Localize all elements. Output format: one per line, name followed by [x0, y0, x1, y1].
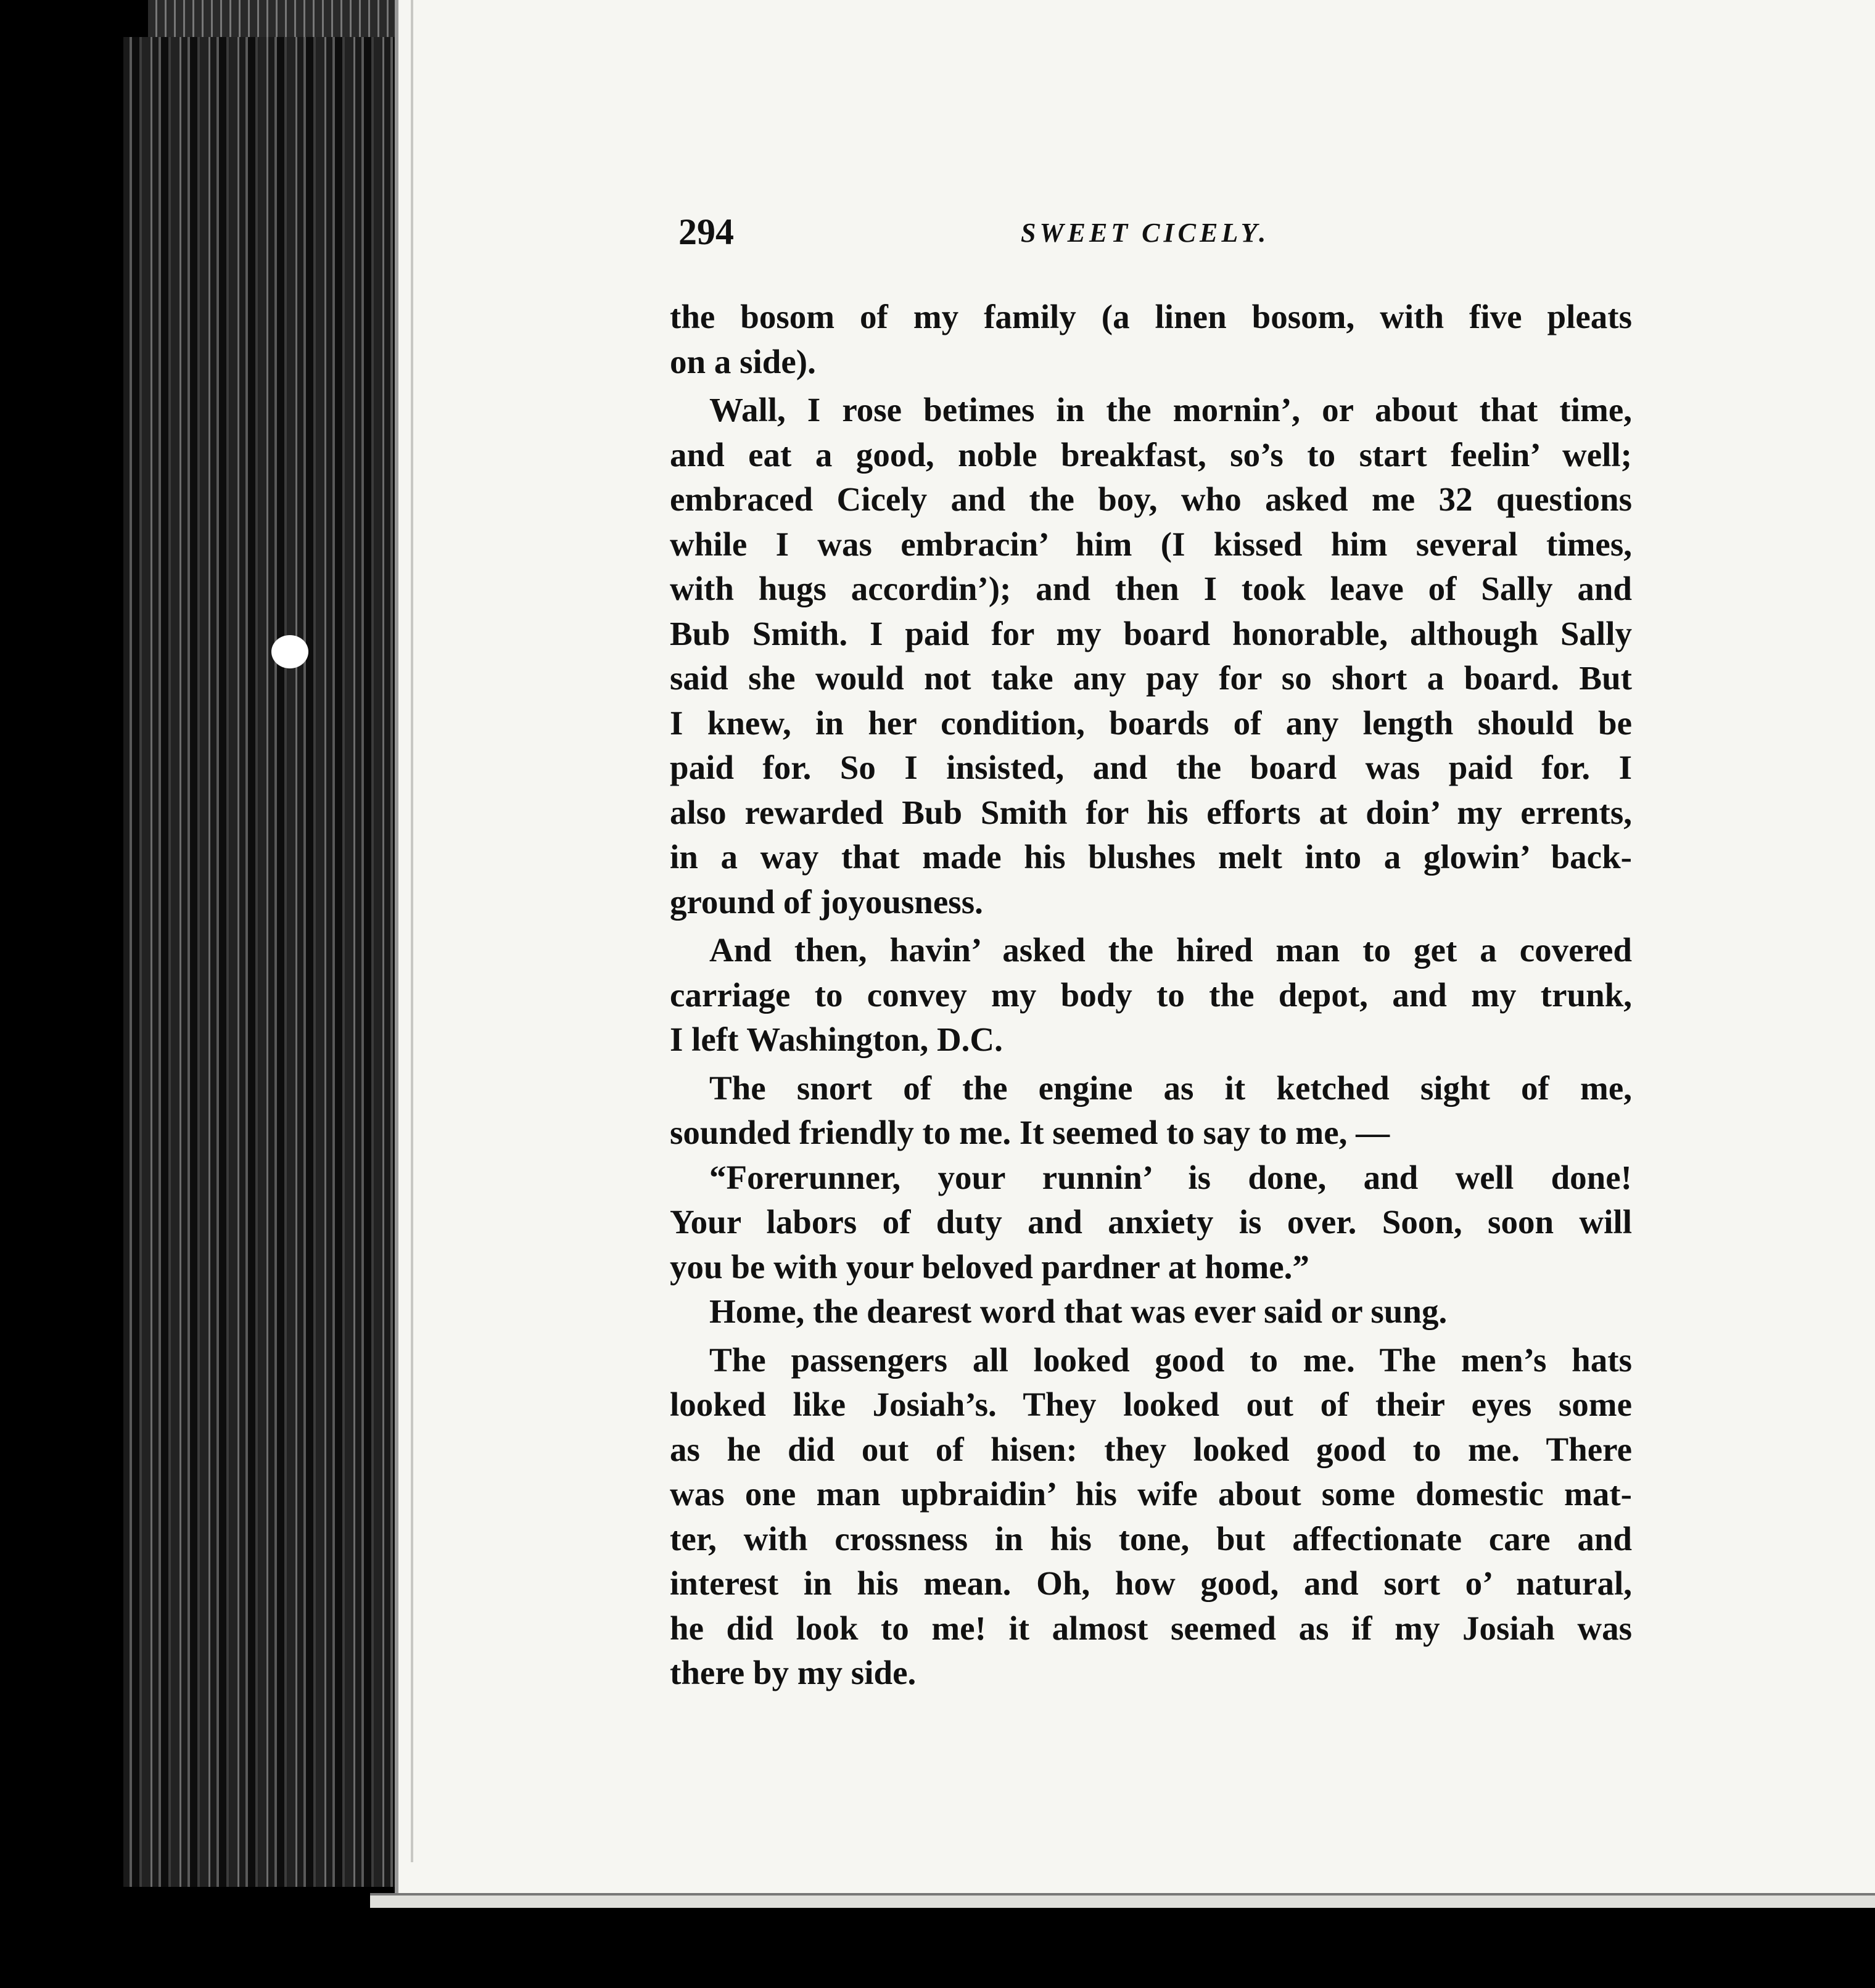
- page-number: 294: [678, 212, 734, 252]
- text-line: you be with your beloved pardner at home.”: [670, 1247, 1309, 1286]
- text-line: ter, with crossness in his tone, but affectionate care and: [670, 1519, 1632, 1558]
- page-bottom-edge: [370, 1893, 1875, 1908]
- text-line: in a way that made his blushes melt into a glowin’ back-: [670, 838, 1632, 876]
- stacked-page-edges: [123, 37, 395, 1887]
- text-line: was one man upbraidin’ his wife about some domestic mat-: [670, 1475, 1632, 1513]
- text-line: carriage to convey my body to the depot, and my trunk,: [670, 976, 1632, 1014]
- page-gutter-line: [411, 0, 413, 1862]
- text-line: with hugs accordin’); and then I took leave of Sally and: [670, 570, 1632, 607]
- text-line: The passengers all looked good to me. The men’s hats: [709, 1341, 1632, 1379]
- text-line: the bosom of my family (a linen bosom, with five pleats: [670, 298, 1632, 335]
- text-line: ground of joyousness.: [670, 882, 983, 921]
- text-line: embraced Cicely and the boy, who asked me 32 questions: [670, 480, 1632, 518]
- text-line: I left Washington, D.C.: [670, 1021, 1003, 1058]
- text-line: there by my side.: [670, 1654, 917, 1691]
- text-line: as he did out of hisen: they looked good to me. There: [670, 1430, 1632, 1468]
- text-line: Your labors of duty and anxiety is over. Soon, soon will: [670, 1203, 1632, 1241]
- text-line: he did look to me! it almost seemed as if my Josiah was: [670, 1609, 1632, 1647]
- text-line: “Forerunner, your runnin’ is done, and well done!: [709, 1158, 1632, 1196]
- body-text: [670, 295, 1632, 1696]
- text-line: Home, the dearest word that was ever said or sung.: [709, 1292, 1448, 1330]
- dust-speck: [271, 635, 308, 668]
- text-line: on a side).: [670, 342, 816, 380]
- running-head: SWEET CICELY.: [1021, 218, 1270, 248]
- text-line: said she would not take any pay for so short a board. But: [670, 659, 1632, 697]
- text-line: and eat a good, noble breakfast, so’s to start feelin’ well;: [670, 435, 1632, 474]
- text-line: The snort of the engine as it ketched sight of me,: [709, 1069, 1632, 1107]
- text-line: looked like Josiah’s. They looked out of their eyes some: [670, 1386, 1632, 1423]
- page-header: [678, 211, 1628, 260]
- text-line: And then, havin’ asked the hired man to get a covered: [709, 931, 1632, 969]
- text-line: while I was embracin’ him (I kissed him several times,: [670, 525, 1632, 563]
- text-line: paid for. So I insisted, and the board was paid for. I: [670, 749, 1632, 786]
- text-line: I knew, in her condition, boards of any length should be: [670, 704, 1632, 742]
- text-line: Wall, I rose betimes in the mornin’, or about that time,: [709, 391, 1632, 429]
- text-line: Bub Smith. I paid for my board honorable, although Sally: [670, 614, 1632, 652]
- text-line: interest in his mean. Oh, how good, and sort o’ natural,: [670, 1564, 1632, 1602]
- text-line: sounded friendly to me. It seemed to say to me, —: [670, 1114, 1390, 1151]
- text-line: also rewarded Bub Smith for his efforts at doin’ my errents,: [670, 793, 1632, 831]
